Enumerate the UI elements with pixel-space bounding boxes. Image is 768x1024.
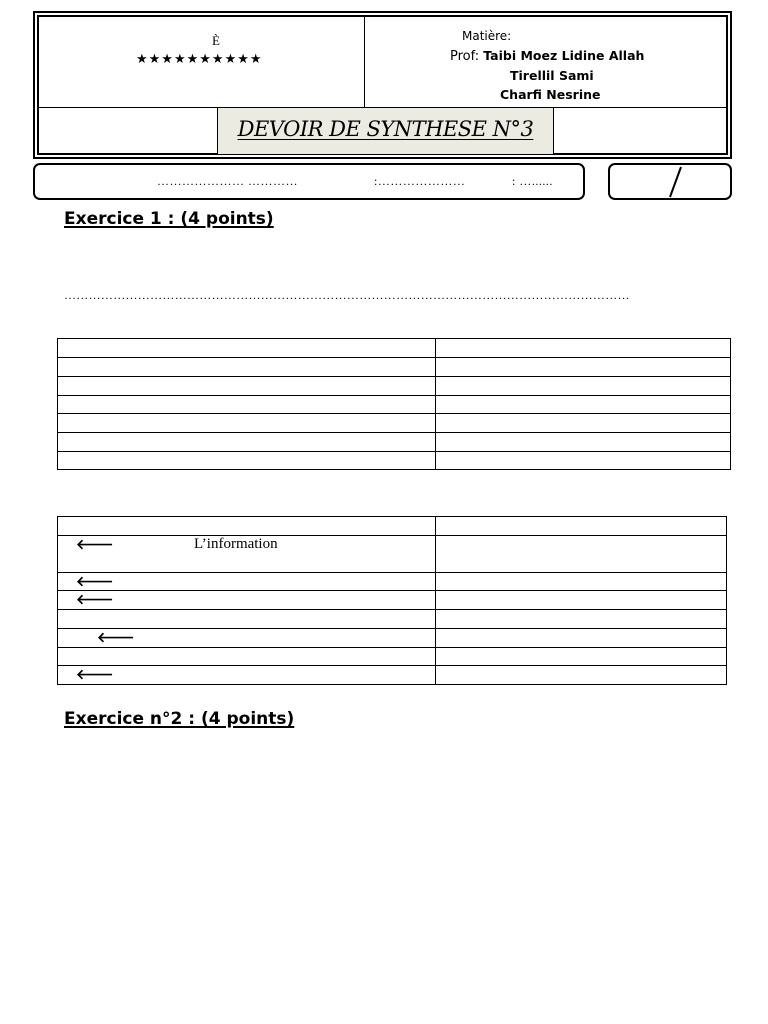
- arrow-left-icon: 🡐: [76, 592, 114, 608]
- information-label: L’information: [194, 536, 278, 552]
- exercise-1-heading: Exercice 1 : (4 points): [64, 209, 274, 229]
- table-cell: [436, 414, 731, 433]
- prof-name-1: Taibi Moez Lidine Allah: [483, 48, 645, 63]
- arrow-left-icon: 🡐: [76, 574, 114, 590]
- table-cell: [436, 591, 727, 610]
- prof-prefix: Prof:: [450, 49, 480, 64]
- arrow-left-icon: 🡐: [76, 667, 114, 683]
- table-cell: [436, 396, 731, 414]
- table-cell: [58, 433, 436, 452]
- table-row: [58, 591, 727, 610]
- table-cell: [58, 339, 436, 358]
- table-cell: [58, 396, 436, 414]
- table-cell: [436, 666, 727, 685]
- table-cell: [58, 610, 436, 629]
- exercise-2-heading: Exercice n°2 : (4 points): [64, 709, 295, 729]
- table-cell: [436, 377, 731, 396]
- prof-line: [450, 48, 644, 64]
- student-class-field[interactable]: :…………………: [374, 174, 466, 188]
- table-row: [58, 414, 731, 433]
- table-cell: [436, 517, 727, 536]
- table-row: [58, 396, 731, 414]
- arrow-left-icon: 🡐: [76, 537, 114, 553]
- table-cell: [436, 452, 731, 470]
- grade-box: [608, 163, 732, 200]
- prof-name-2: Tirellil Sami: [510, 68, 594, 83]
- table-cell: [436, 648, 727, 666]
- table-cell: [58, 377, 436, 396]
- exercise-1-table-1: [57, 338, 731, 470]
- table-row: [58, 536, 727, 573]
- table-row: [58, 517, 727, 536]
- student-name-field[interactable]: ………………… …………: [157, 174, 298, 188]
- exercise-1-table-2: [57, 516, 727, 685]
- table-row: [58, 648, 727, 666]
- student-info-box: [33, 163, 585, 200]
- table-cell: [58, 666, 436, 685]
- table-row: [58, 339, 731, 358]
- table-cell: [58, 629, 436, 648]
- table-cell: [58, 358, 436, 377]
- table-cell: [436, 573, 727, 591]
- subject-label: Matière:: [462, 29, 512, 43]
- table-cell: [58, 591, 436, 610]
- table-cell: [436, 358, 731, 377]
- student-number-field[interactable]: : …......: [512, 174, 553, 188]
- table-cell: [436, 433, 731, 452]
- table-row: [58, 358, 731, 377]
- exam-title: DEVOIR DE SYNTHESE N°3: [237, 117, 534, 141]
- table-cell: [58, 573, 436, 591]
- table-row: [58, 629, 727, 648]
- school-accent-char: È: [212, 33, 220, 48]
- exam-title-box: [217, 108, 554, 154]
- table-cell: [436, 610, 727, 629]
- table-cell: [58, 452, 436, 470]
- prof-name-3: Charfi Nesrine: [500, 87, 601, 102]
- table-cell: [436, 629, 727, 648]
- school-stars: ★★★★★★★★★★: [136, 51, 263, 66]
- table-cell: [436, 339, 731, 358]
- table-cell: [58, 414, 436, 433]
- table-row: [58, 452, 731, 470]
- table-row: [58, 573, 727, 591]
- table-cell: [436, 536, 727, 573]
- arrow-left-icon: 🡐: [97, 630, 135, 646]
- table-row: [58, 377, 731, 396]
- table-row: [58, 433, 731, 452]
- table-cell: [58, 517, 436, 536]
- table-cell: [58, 648, 436, 666]
- header-divider-vertical: [364, 17, 365, 108]
- table-row: [58, 610, 727, 629]
- table-row: [58, 666, 727, 685]
- table-cell: [58, 536, 436, 573]
- grade-slash-icon: [608, 163, 732, 200]
- answer-dotted-line[interactable]: …………………………………………………………………………………………………………………………: [64, 288, 630, 302]
